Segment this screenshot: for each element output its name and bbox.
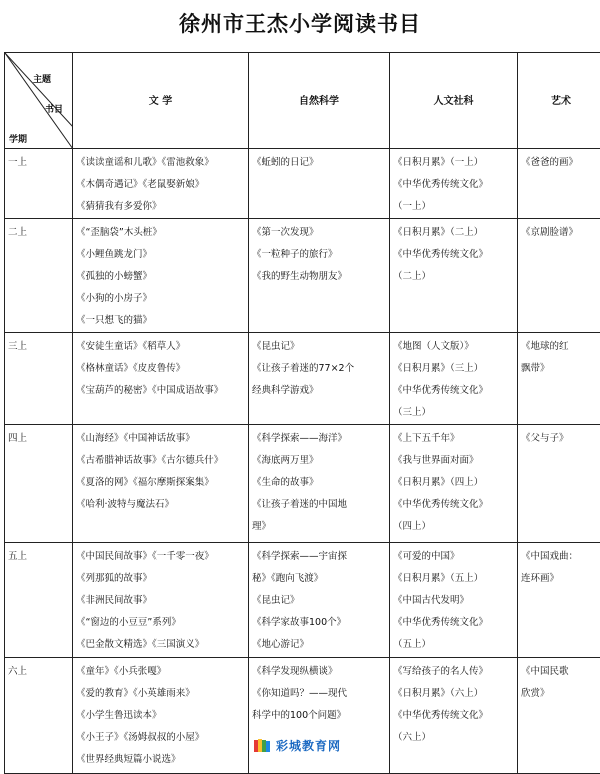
book-title-line: 秘》《跑向飞渡》 — [252, 568, 386, 590]
table-row — [5, 219, 600, 333]
book-title-line: 《哈利·波特与魔法石》 — [76, 494, 245, 516]
book-title-line: 飘带》 — [521, 358, 600, 380]
book-title-line: 《中华优秀传统文化》 — [393, 380, 514, 402]
book-title-line: 《中华优秀传统文化》 — [393, 494, 514, 516]
header-row — [5, 53, 600, 149]
humanities-cell — [390, 219, 518, 333]
corner-label-semester: 学期 — [9, 129, 27, 149]
book-title-line: 《昆虫记》 — [252, 590, 386, 612]
science-cell — [249, 219, 390, 333]
book-title-line: 《日积月累》（六上） — [393, 683, 514, 705]
science-cell — [249, 333, 390, 425]
book-title-line: 《第一次发现》 — [252, 222, 386, 244]
book-title-line: 《古希腊神话故事》《古尔德兵什》 — [76, 450, 245, 472]
book-title-line: 科学中的100个问题》 — [252, 705, 386, 727]
book-title-line: 《格林童话》《皮皮鲁传》 — [76, 358, 245, 380]
corner-label-books: 书目 — [45, 99, 63, 121]
book-title-line: 《日积月累》（三上） — [393, 358, 514, 380]
book-title-line: 《中国戏曲： — [521, 546, 600, 568]
book-title-line: 《巴金散文精选》《三国演义》 — [76, 634, 245, 656]
book-title-line: 《昆虫记》 — [252, 336, 386, 358]
table-body — [5, 53, 600, 774]
column-header-humanities: 人文社科 — [390, 53, 518, 149]
book-title-line: （一上） — [393, 196, 514, 218]
book-title-line: 《爱的教育》《小英雄雨来》 — [76, 683, 245, 705]
footer-logo — [253, 735, 341, 755]
book-title-line: 《孤独的小螃蟹》 — [76, 266, 245, 288]
column-header-literature: 文 学 — [73, 53, 249, 149]
literature-cell — [73, 425, 249, 543]
book-title-line: 《日积月累》（一上） — [393, 152, 514, 174]
book-title-line: 《木偶奇遇记》《老鼠娶新娘》 — [76, 174, 245, 196]
grade-cell: 二上 — [5, 219, 73, 333]
page-title: 徐州市王杰小学阅读书目 — [0, 8, 600, 38]
science-cell — [249, 149, 390, 219]
book-title-line: 《让孩子着迷的中国地 — [252, 494, 386, 516]
book-title-line: 《父与子》 — [521, 428, 600, 450]
book-title-line: 《你知道吗？——现代 — [252, 683, 386, 705]
book-title-line: 《夏洛的网》《福尔摩斯探案集》 — [76, 472, 245, 494]
book-title-line: 《非洲民间故事》 — [76, 590, 245, 612]
book-title-line: 《列那狐的故事》 — [76, 568, 245, 590]
literature-cell — [73, 658, 249, 774]
book-title-line: 《蚯蚓的日记》 — [252, 152, 386, 174]
book-title-line: 《中国民间故事》《一千零一夜》 — [76, 546, 245, 568]
book-title-line: （三上） — [393, 402, 514, 424]
book-title-line: 《安徒生童话》《稻草人》 — [76, 336, 245, 358]
table-row — [5, 149, 600, 219]
book-title-line: 《地图（人文版）》 — [393, 336, 514, 358]
column-header-art: 艺术 — [518, 53, 600, 149]
humanities-cell — [390, 149, 518, 219]
book-title-line: 欣赏》 — [521, 683, 600, 705]
art-cell — [518, 333, 600, 425]
book-title-line: 《日积月累》（四上） — [393, 472, 514, 494]
book-title-line: （六上） — [393, 727, 514, 749]
art-cell — [518, 149, 600, 219]
table-row — [5, 333, 600, 425]
book-title-line: 《中华优秀传统文化》 — [393, 705, 514, 727]
table-row — [5, 543, 600, 658]
book-title-line: 《“歪脑袋”木头桩》 — [76, 222, 245, 244]
book-title-line: 《童年》《小兵张嘎》 — [76, 661, 245, 683]
table-row — [5, 658, 600, 774]
book-title-line: 《中华优秀传统文化》 — [393, 244, 514, 266]
literature-cell — [73, 219, 249, 333]
corner-label-topic: 主题 — [33, 69, 51, 91]
book-title-line: 《爸爸的画》 — [521, 152, 600, 174]
book-title-line: 《我的野生动物朋友》 — [252, 266, 386, 288]
grade-cell: 六上 — [5, 658, 73, 774]
book-title-line: 《京剧脸谱》 — [521, 222, 600, 244]
table-row — [5, 425, 600, 543]
book-title-line: 《我与世界面对面》 — [393, 450, 514, 472]
book-title-line: 《小鲤鱼跳龙门》 — [76, 244, 245, 266]
book-title-line: 《中华优秀传统文化》 — [393, 612, 514, 634]
grade-cell: 一上 — [5, 149, 73, 219]
reading-list-table — [4, 52, 600, 774]
book-title-line: 《科学家故事100个》 — [252, 612, 386, 634]
humanities-cell — [390, 333, 518, 425]
book-title-line: 《让孩子着迷的77×2个 — [252, 358, 386, 380]
book-title-line: 《小王子》《汤姆叔叔的小屋》 — [76, 727, 245, 749]
literature-cell — [73, 149, 249, 219]
footer-logo-text: 彩城教育网 — [276, 737, 341, 754]
book-title-line: 《上下五千年》 — [393, 428, 514, 450]
book-title-line: 《一粒种子的旅行》 — [252, 244, 386, 266]
book-title-line: 《山海经》《中国神话故事》 — [76, 428, 245, 450]
book-title-line: 《中国古代发明》 — [393, 590, 514, 612]
science-cell — [249, 543, 390, 658]
grade-cell: 五上 — [5, 543, 73, 658]
science-cell — [249, 425, 390, 543]
grade-cell: 三上 — [5, 333, 73, 425]
book-title-line: 《日积月累》（五上） — [393, 568, 514, 590]
art-cell — [518, 658, 600, 774]
humanities-cell — [390, 658, 518, 774]
book-title-line: 《科学发现纵横谈》 — [252, 661, 386, 683]
book-title-line: 《生命的故事》 — [252, 472, 386, 494]
book-title-line: 《小狗的小房子》 — [76, 288, 245, 310]
art-cell — [518, 543, 600, 658]
book-title-line: 《一只想飞的猫》 — [76, 310, 245, 332]
corner-header-cell — [5, 53, 73, 149]
book-title-line: 《日积月累》（二上） — [393, 222, 514, 244]
book-title-line: 《海底两万里》 — [252, 450, 386, 472]
book-title-line: 《可爱的中国》 — [393, 546, 514, 568]
science-cell — [249, 658, 390, 774]
book-title-line: 经典科学游戏》 — [252, 380, 386, 402]
literature-cell — [73, 543, 249, 658]
book-logo-icon — [253, 736, 271, 754]
book-title-line: 《小学生鲁迅读本》 — [76, 705, 245, 727]
book-title-line: 《写给孩子的名人传》 — [393, 661, 514, 683]
book-title-line: 理》 — [252, 516, 386, 538]
book-title-line: 《中国民歌 — [521, 661, 600, 683]
humanities-cell — [390, 543, 518, 658]
humanities-cell — [390, 425, 518, 543]
art-cell — [518, 219, 600, 333]
book-title-line: 《读读童谣和儿歌》《雷池救象》 — [76, 152, 245, 174]
literature-cell — [73, 333, 249, 425]
book-title-line: 《地心游记》 — [252, 634, 386, 656]
book-title-line: 《“窗边的小豆豆”系列》 — [76, 612, 245, 634]
book-title-line: 《猜猜我有多爱你》 — [76, 196, 245, 218]
book-title-line: （二上） — [393, 266, 514, 288]
art-cell — [518, 425, 600, 543]
book-title-line: 《地球的红 — [521, 336, 600, 358]
book-title-line: 《宝葫芦的秘密》《中国成语故事》 — [76, 380, 245, 402]
book-title-line: 连环画》 — [521, 568, 600, 590]
book-title-line: 《世界经典短篇小说选》 — [76, 749, 245, 771]
book-title-line: （四上） — [393, 516, 514, 538]
grade-cell: 四上 — [5, 425, 73, 543]
column-header-science: 自然科学 — [249, 53, 390, 149]
book-title-line: 《中华优秀传统文化》 — [393, 174, 514, 196]
book-title-line: 《科学探索——海洋》 — [252, 428, 386, 450]
book-title-line: （五上） — [393, 634, 514, 656]
book-title-line: 《科学探索——宇宙探 — [252, 546, 386, 568]
